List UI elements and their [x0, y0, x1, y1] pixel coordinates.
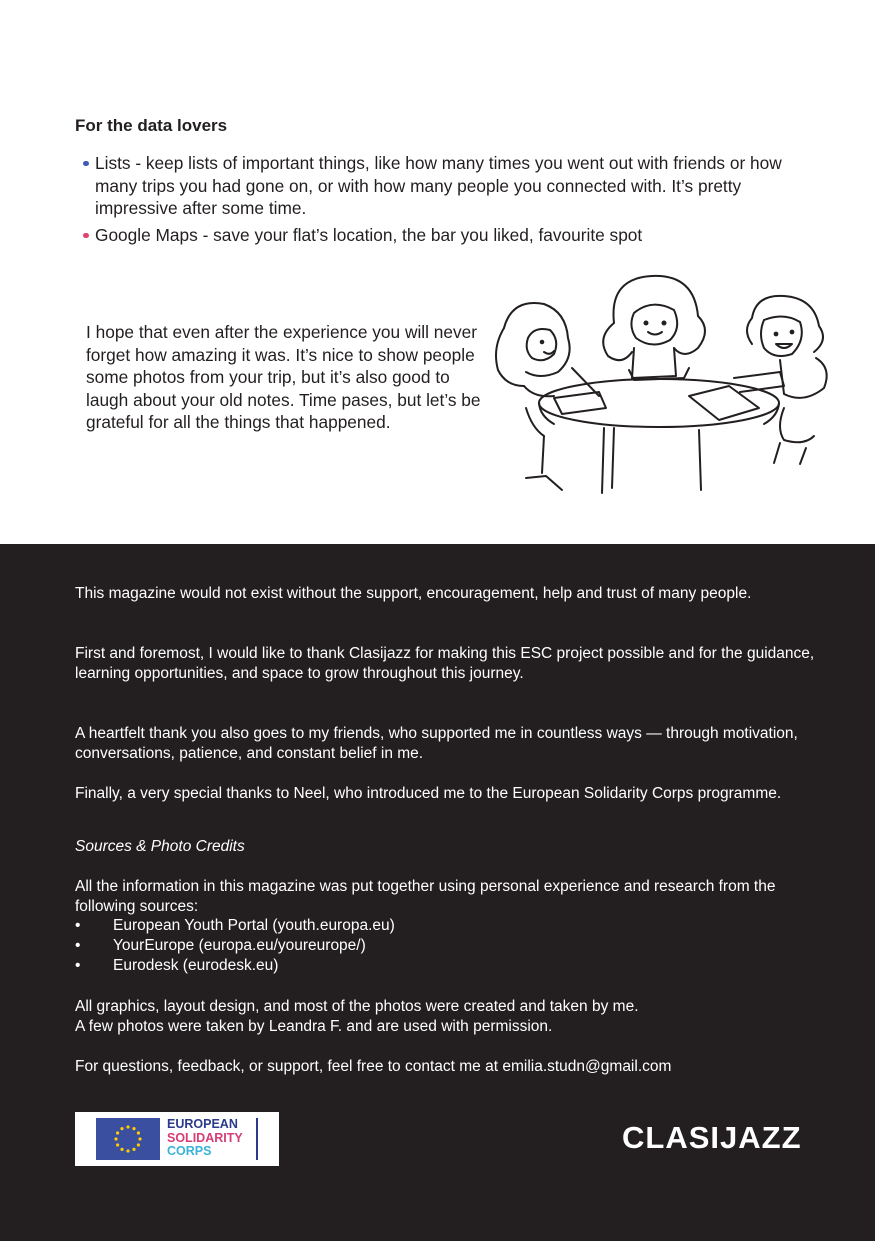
- list-item: [82, 152, 812, 220]
- bullet-dot-pink: [83, 233, 89, 238]
- section-heading: For the data lovers: [75, 116, 228, 135]
- sources-intro: All the information in this magazine was put together using personal experience and research from the following sources:: [75, 878, 776, 915]
- esc-logo-text: [167, 1118, 243, 1159]
- bullet-icon: •: [75, 957, 81, 974]
- list-item: [75, 956, 395, 976]
- source-item: Eurodesk (eurodesk.eu): [113, 957, 279, 974]
- list-item: [82, 224, 812, 247]
- sources-heading: Sources & Photo Credits: [75, 838, 245, 855]
- graphics-credit-1: All graphics, layout design, and most of the photos were created and taken by me.: [75, 998, 639, 1015]
- reflection-paragraph: I hope that even after the experience you will never forget how amazing it was. It’s nice to show people some photos from your trip, but it’s also good to laugh about your old notes. Time pases, but let’s be grateful for all the things that happened.: [86, 322, 481, 432]
- european-solidarity-corps-logo: [75, 1112, 279, 1166]
- source-item: YourEurope (europa.eu/youreurope/): [113, 937, 366, 954]
- esc-line-2: SOLIDARITY: [167, 1130, 243, 1145]
- list-item: [75, 936, 395, 956]
- thanks-paragraph-3: A heartfelt thank you also goes to my friends, who supported me in countless ways — through motivation, conversations, patience, and constant belief in me.: [75, 725, 798, 762]
- acknowledgements-footer: [0, 544, 875, 1241]
- logo-divider: [256, 1118, 258, 1160]
- sources-list: [75, 916, 395, 976]
- clasijazz-logo: CLASIJAZZ: [622, 1120, 802, 1155]
- esc-line-3: CORPS: [167, 1144, 212, 1158]
- tips-list: [82, 152, 812, 250]
- esc-line-1: EUROPEAN: [167, 1117, 238, 1131]
- thanks-paragraph-2: First and foremost, I would like to thank Clasijazz for making this ESC project possible and for the guidance, learning opportunities, and space to grow throughout this journey.: [75, 645, 815, 682]
- upper-section: [0, 0, 875, 544]
- contact-line: For questions, feedback, or support, feel free to contact me at emilia.studn@gmail.com: [75, 1058, 672, 1075]
- thanks-paragraph-4: Finally, a very special thanks to Neel, who introduced me to the European Solidarity Corps programme.: [75, 785, 782, 802]
- list-item-text: Lists - keep lists of important things, like how many times you went out with friends or how many trips you had gone on, or with how many people you connected with. It’s pretty impressive after some time.: [95, 153, 782, 218]
- list-item-text: Google Maps - save your flat’s location, the bar you liked, favourite spot: [95, 224, 643, 245]
- bullet-icon: •: [75, 917, 81, 934]
- friends-at-table-illustration: [484, 268, 844, 498]
- bullet-dot-blue: [83, 161, 89, 166]
- bullet-icon: •: [75, 937, 81, 954]
- eu-flag-icon: [96, 1118, 160, 1160]
- thanks-paragraph-1: This magazine would not exist without the support, encouragement, help and trust of many people.: [75, 585, 752, 602]
- list-item: [75, 916, 395, 936]
- source-item: European Youth Portal (youth.europa.eu): [113, 917, 395, 934]
- graphics-credit-2: A few photos were taken by Leandra F. and are used with permission.: [75, 1018, 553, 1035]
